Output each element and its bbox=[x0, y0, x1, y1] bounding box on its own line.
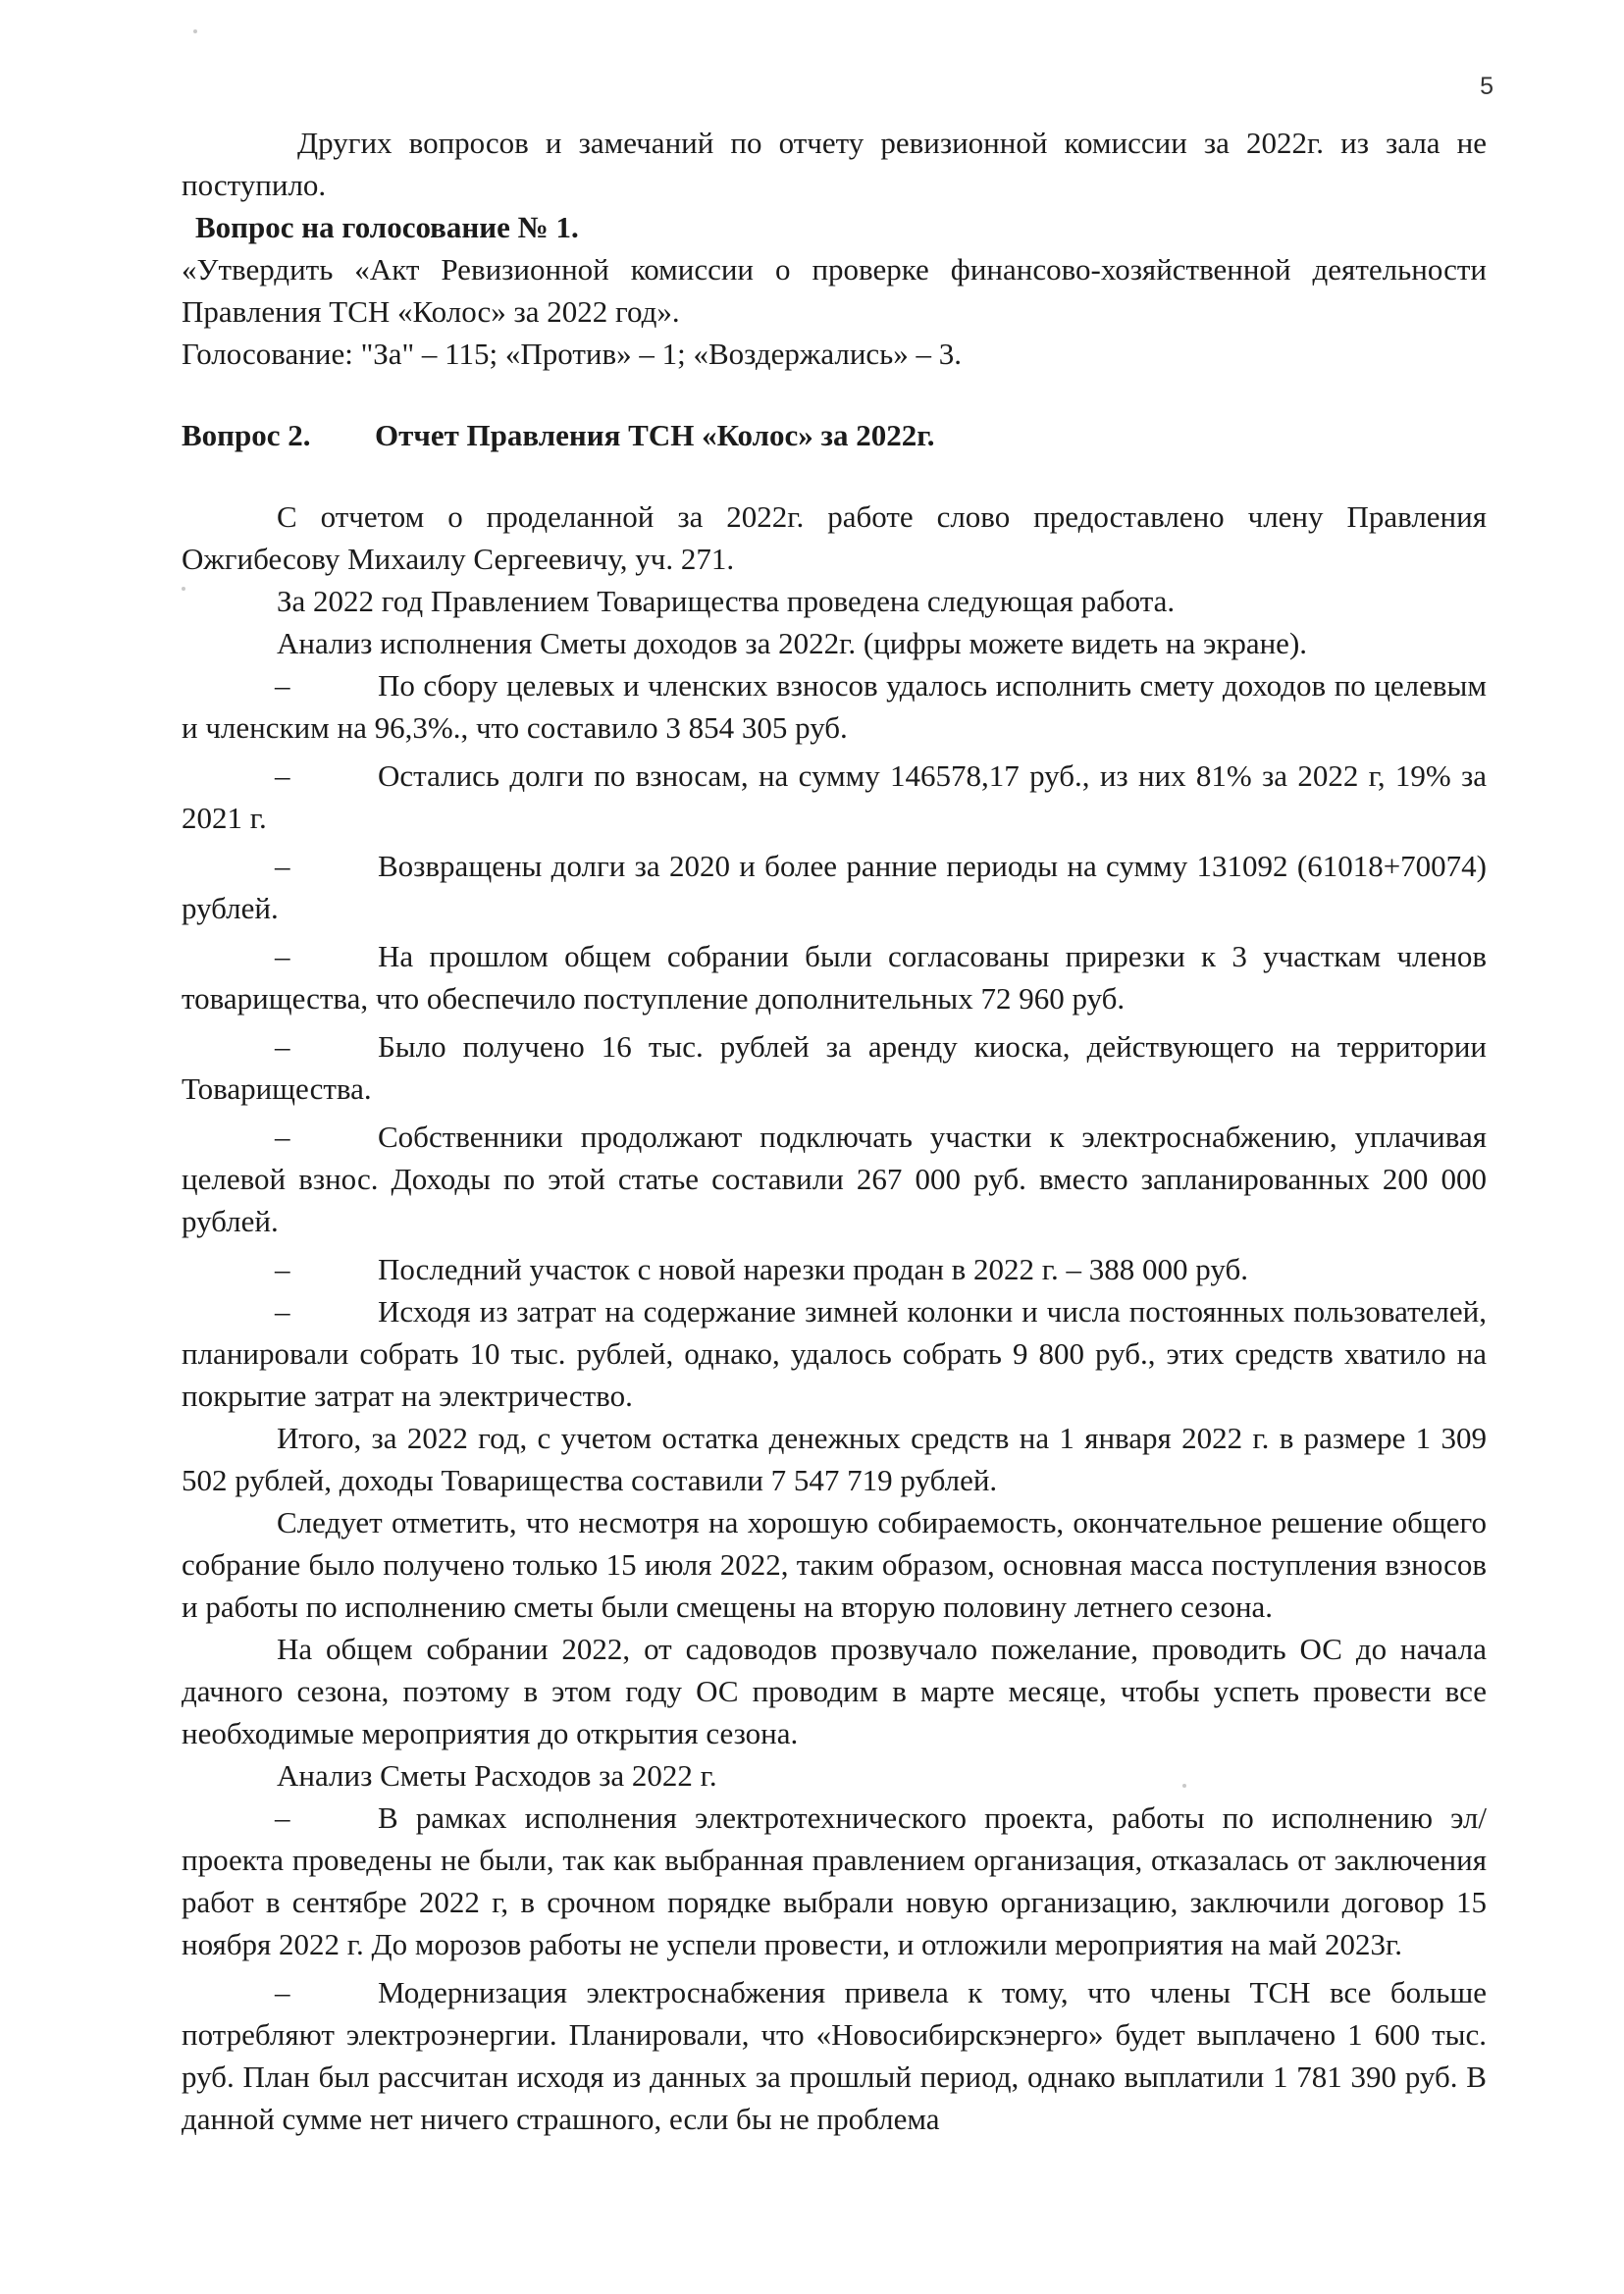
dash-marker: – bbox=[275, 758, 290, 793]
income-list-item: – Собственники продолжают подключать участки к электроснабжению, уплачивая целевой взнос. Доходы по этой статье составили 267 000 руб. вместо запланированных 200 000 рублей. bbox=[182, 1116, 1487, 1242]
question-title: Отчет Правления ТСН «Колос» за 2022г. bbox=[375, 418, 935, 452]
paragraph-income-total: Итого, за 2022 год, с учетом остатка денежных средств на 1 января 2022 г. в размере 1 309 502 рублей, доходы Товарищества составили 7 547 719 рублей. bbox=[182, 1421, 1487, 1497]
dash-marker: – bbox=[275, 1975, 290, 2009]
income-list-item: – Возвращены долги за 2020 и более ранние периоды на сумму 131092 (61018+70074) рублей. bbox=[182, 845, 1487, 929]
dash-marker: – bbox=[275, 939, 290, 973]
paragraph-collection-note: Следует отметить, что несмотря на хорошую собираемость, окончательное решение общего собрание было получено только 15 июля 2022, таким образом, основная масса поступления взносов и работы по исполнению сметы были смещены на вторую половину летнего сезона. bbox=[182, 1505, 1487, 1624]
dash-marker: – bbox=[275, 1800, 290, 1835]
income-list-item: – Последний участок с новой нарезки продан в 2022 г. – 388 000 руб. bbox=[182, 1248, 1487, 1290]
expense-list-item: – В рамках исполнения электротехнического проекта, работы по исполнению эл/проекта проведены не были, так как выбранная правлением организация, отказалась от заключения работ в сентябре 2022 г, в срочном порядке выбрали новую организацию, заключили договор 15 ноября 2022 г. До морозов работы не успели провести, и отложили мероприятия на май 2023г. bbox=[182, 1797, 1487, 1965]
paragraph-speaker: С отчетом о проделанной за 2022г. работе слово предоставлено члену Правления Ожгибесову Михаилу Сергеевичу, уч. 271. bbox=[182, 499, 1487, 576]
dash-marker: – bbox=[275, 668, 290, 703]
dash-marker: – bbox=[275, 849, 290, 883]
question-number: Вопрос 2. bbox=[182, 418, 311, 452]
vote-heading: Вопрос на голосование № 1. bbox=[195, 210, 579, 244]
income-list-item: – На прошлом общем собрании были согласованы прирезки к 3 участкам членов товарищества, что обеспечило поступление дополнительных 72 960 руб. bbox=[182, 935, 1487, 1019]
section-heading-question-2 bbox=[182, 414, 1487, 456]
paragraph-no-further-questions: Других вопросов и замечаний по отчету ревизионной комиссии за 2022г. из зала не поступило. bbox=[182, 126, 1487, 202]
page-number: 5 bbox=[1480, 73, 1493, 100]
paragraph-meeting-timing: На общем собрании 2022, от садоводов прозвучало пожелание, проводить ОС до начала дачного сезона, поэтому в этом году ОС проводим в марте месяце, чтобы успеть провести все необходимые мероприятия до открытия сезона. bbox=[182, 1632, 1487, 1750]
paragraph-income-analysis: Анализ исполнения Сметы доходов за 2022г. (цифры можете видеть на экране). bbox=[277, 626, 1308, 660]
dash-marker: – bbox=[275, 1120, 290, 1154]
dash-marker: – bbox=[275, 1294, 290, 1329]
dash-marker: – bbox=[275, 1252, 290, 1286]
income-list-item: – Исходя из затрат на содержание зимней колонки и числа постоянных пользователей, планировали собрать 10 тыс. рублей, однако, удалось собрать 9 800 руб., этих средств хватило на покрытие затрат на электричество. bbox=[182, 1290, 1487, 1417]
income-list-item: – Остались долги по взносам, на сумму 146578,17 руб., из них 81% за 2022 г, 19% за 2021 г. bbox=[182, 755, 1487, 839]
expense-list-item: – Модернизация электроснабжения привела к тому, что члены ТСН все больше потребляют электроэнергии. Планировали, что «Новосибирскэнерго» будет выплачено 1 600 тыс. руб. План был рассчитан исходя из данных за прошлый период, однако выплатили 1 781 390 руб. В данной сумме нет ничего страшного, если бы не проблема bbox=[182, 1971, 1487, 2140]
paragraph-expense-analysis: Анализ Сметы Расходов за 2022 г. bbox=[277, 1758, 717, 1793]
vote-result: Голосование: "За" – 115; «Против» – 1; «Воздержались» – 3. bbox=[182, 337, 963, 371]
paragraph-work-done: За 2022 год Правлением Товарищества проведена следующая работа. bbox=[277, 584, 1176, 618]
document-body bbox=[182, 122, 1487, 2140]
income-list-item: – По сбору целевых и членских взносов удалось исполнить смету доходов по целевым и членским на 96,3%., что составило 3 854 305 руб. bbox=[182, 664, 1487, 749]
dash-marker: – bbox=[275, 1029, 290, 1064]
income-list-item: – Было получено 16 тыс. рублей за аренду киоска, действующего на территории Товарищества. bbox=[182, 1025, 1487, 1110]
scan-speck bbox=[193, 29, 197, 33]
vote-question-text: «Утвердить «Акт Ревизионной комиссии о проверке финансово-хозяйственной деятельности Правления ТСН «Колос» за 2022 год». bbox=[182, 252, 1487, 329]
